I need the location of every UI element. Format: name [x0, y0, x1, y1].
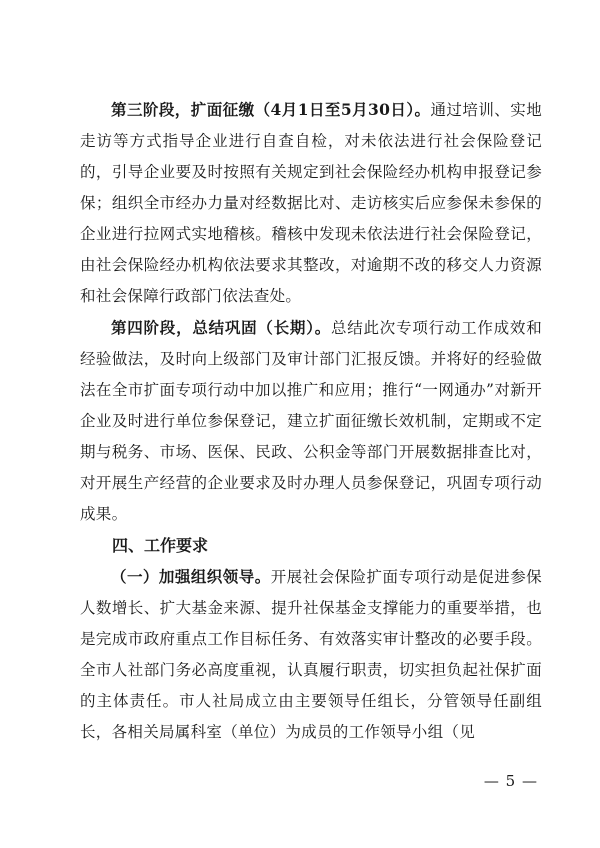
- paragraph-stage-three: [80, 94, 542, 312]
- subsection-body: 开展社会保险扩面专项行动是促进参保人数增长、扩大基金来源、提升社保基金支撑能力的重要举措，也是完成市政府重点工作目标任务、有效落实审计整改的必要手段。全市人社部门务必高度重视，认真履行职责，切实担负起社保扩面的主体责任。市人社局成立由主要领导任组长，分管领导任副组长，各相关局属科室（单位）为成员的工作领导小组（见: [80, 568, 542, 741]
- paragraph-body: 通过培训、实地走访等方式指导企业进行自查自检，对未依法进行社会保险登记的，引导企业要及时按照有关规定到社会保险经办机构申报登记参保；组织全市经办力量对经数据比对、走访核实后应参保未参保的企业进行拉网式实地稽核。稽核中发现未依法进行社会保险登记，由社会保险经办机构依法要求其整改，对逾期不改的移交人力资源和社会保障行政部门依法查处。: [80, 101, 542, 305]
- subsection-lead: （一）加强组织领导。: [111, 567, 271, 586]
- paragraph-lead: 第四阶段，总结巩固（长期）。: [111, 318, 331, 337]
- paragraph-stage-four: [80, 312, 542, 530]
- page-content: [80, 94, 542, 748]
- section-heading: 四、工作要求: [112, 536, 209, 555]
- page-number: — 5 —: [483, 772, 538, 790]
- paragraph-organization: [80, 561, 542, 748]
- paragraph-lead: 第三阶段，扩面征缴（4月1日至5月30日）。: [111, 100, 431, 119]
- paragraph-body: 总结此次专项行动工作成效和经验做法，及时向上级部门及审计部门汇报反馈。并将好的经验做法在全市扩面专项行动中加以推广和应用；推行“一网通办”对新开企业及时进行单位参保登记，建立扩面征缴长效机制，定期或不定期与税务、市场、医保、民政、公积金等部门开展数据排查比对，对开展生产经营的企业要求及时办理人员参保登记，巩固专项行动成果。: [80, 319, 543, 523]
